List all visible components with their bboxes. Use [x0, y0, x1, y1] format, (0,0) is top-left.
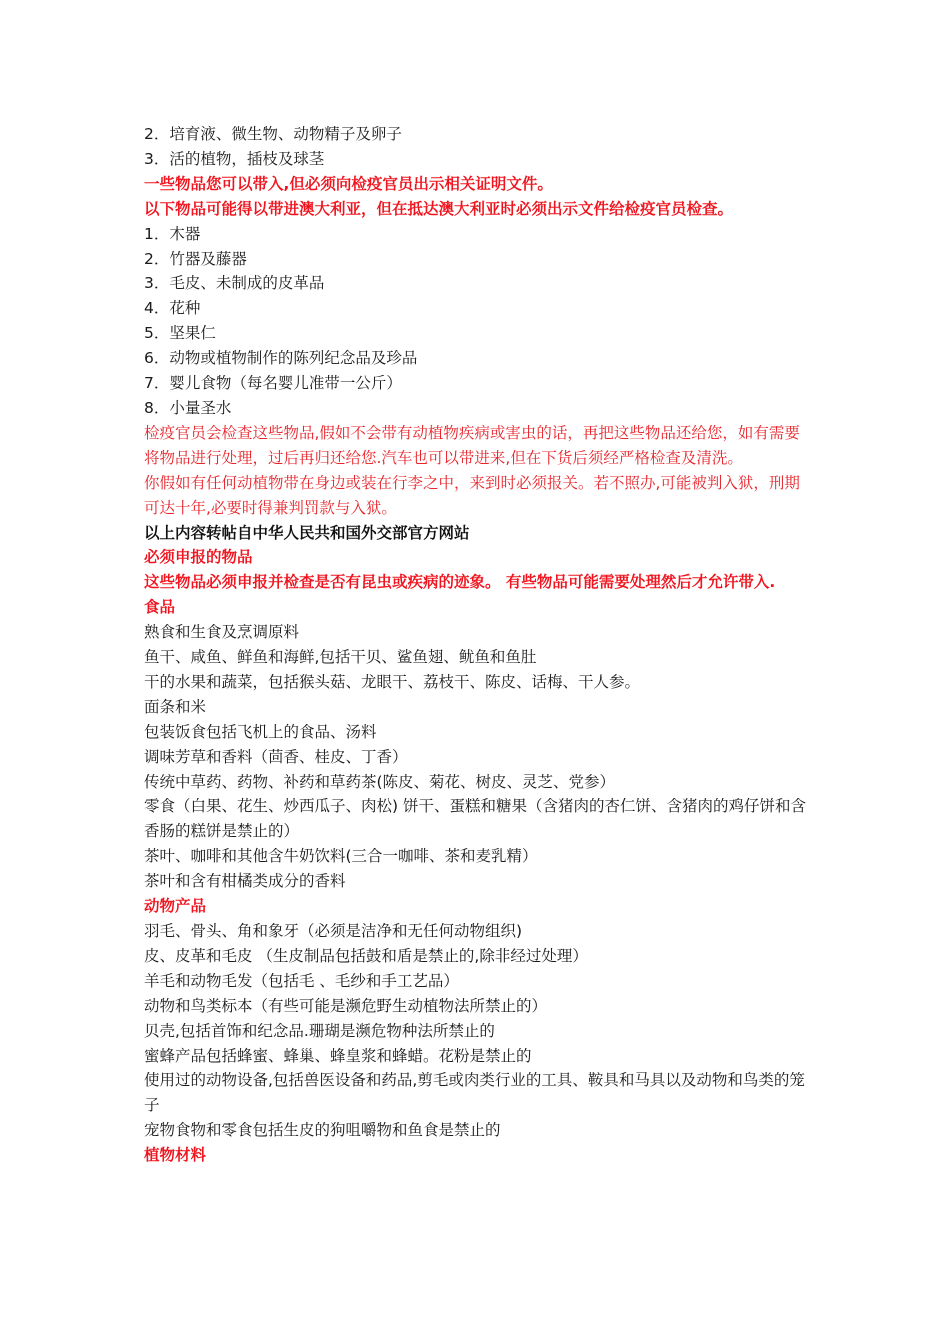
document-paragraph: 鱼干、咸鱼、鲜鱼和海鲜,包括干贝、鲨鱼翅、鱿鱼和鱼肚 [144, 648, 537, 667]
document-heading: 动物产品 [144, 897, 207, 916]
document-paragraph: 8．小量圣水 [144, 398, 232, 417]
document-paragraph: 检疫官员会检查这些物品,假如不会带有动植物疾病或害虫的话，再把这些物品还给您，如有需要将物品进行处理，过后再归还给您.汽车也可以带进来,但在下货后须经严格检查及清洗。 [144, 423, 800, 467]
document-paragraph: 1．木器 [144, 224, 201, 243]
document-paragraph: 传统中草药、药物、补药和草药茶(陈皮、菊花、树皮、灵芝、党参） [144, 772, 616, 791]
document-heading: 以上内容转帖自中华人民共和国外交部官方网站 [144, 523, 470, 542]
document-paragraph: 3．活的植物，插枝及球茎 [144, 149, 325, 168]
document-paragraph: 蜜蜂产品包括蜂蜜、蜂巢、蜂皇浆和蜂蜡。花粉是禁止的 [144, 1046, 532, 1065]
document-paragraph: 4．花种 [144, 299, 201, 318]
document-heading: 必须申报的物品 [144, 548, 253, 567]
document-paragraph: 皮、皮革和毛皮 （生皮制品包括鼓和盾是禁止的,除非经过处理） [144, 946, 588, 965]
document-paragraph: 2．培育液、微生物、动物精子及卵子 [144, 125, 402, 143]
document-heading: 植物材料 [144, 1146, 207, 1165]
document-paragraph: 5．坚果仁 [144, 324, 216, 343]
document-paragraph: 动物和鸟类标本（有些可能是濒危野生动植物法所禁止的） [144, 996, 548, 1015]
document-heading: 以下物品可能得以带进澳大利亚，但在抵达澳大利亚时必须出示文件给检疫官员检查。 [144, 199, 734, 218]
document-paragraph: 7．婴儿食物（每名婴儿准带一公斤） [144, 374, 402, 393]
document-paragraph: 你假如有任何动植物带在身边或装在行李之中，来到时必须报关。若不照办,可能被判入狱，刑期可达十年,必要时得兼判罚款与入狱。 [144, 473, 800, 517]
document-paragraph: 包装饭食包括飞机上的食品、汤料 [144, 722, 377, 741]
document-paragraph: 羊毛和动物毛发（包括毛 、毛纱和手工艺品） [144, 971, 459, 990]
document-paragraph: 宠物食物和零食包括生皮的狗咀嚼物和鱼食是禁止的 [144, 1121, 501, 1140]
document-paragraph: 羽毛、骨头、角和象牙（必须是洁净和无任何动物组织) [144, 922, 523, 940]
document-paragraph: 茶叶和含有柑橘类成分的香料 [144, 872, 346, 891]
document-paragraph: 3．毛皮、未制成的皮革品 [144, 274, 325, 293]
document-paragraph: 使用过的动物设备,包括兽医设备和药品,剪毛或肉类行业的工具、鞍具和马具以及动物和鸟类的笼子 [144, 1071, 805, 1115]
document-paragraph: 茶叶、咖啡和其他含牛奶饮料(三合一咖啡、茶和麦乳精） [144, 847, 538, 866]
document-heading: 一些物品您可以带入,但必须向检疫官员出示相关证明文件。 [144, 174, 553, 193]
document-heading: 这些物品必须申报并检查是否有昆虫或疾病的迹象。 有些物品可能需要处理然后才允许带入. [144, 573, 776, 592]
document-paragraph: 2．竹器及藤器 [144, 249, 247, 268]
document-paragraph: 调味芳草和香料（茴香、桂皮、丁香） [144, 747, 408, 766]
document-paragraph: 零食（白果、花生、炒西瓜子、肉松) 饼干、蛋糕和糖果（含猪肉的杏仁饼、含猪肉的鸡仔饼和含香肠的糕饼是禁止的） [144, 797, 806, 841]
document-paragraph: 干的水果和蔬菜，包括猴头菇、龙眼干、荔枝干、陈皮、话梅、干人参。 [144, 672, 641, 691]
document-paragraph: 熟食和生食及烹调原料 [144, 623, 300, 642]
document-heading: 食品 [144, 598, 176, 617]
document-paragraph: 贝壳,包括首饰和纪念品.珊瑚是濒危物种法所禁止的 [144, 1021, 495, 1040]
document-paragraph: 面条和米 [144, 697, 207, 716]
document-body [144, 122, 812, 1168]
document-paragraph: 6．动物或植物制作的陈列纪念品及珍品 [144, 349, 418, 368]
